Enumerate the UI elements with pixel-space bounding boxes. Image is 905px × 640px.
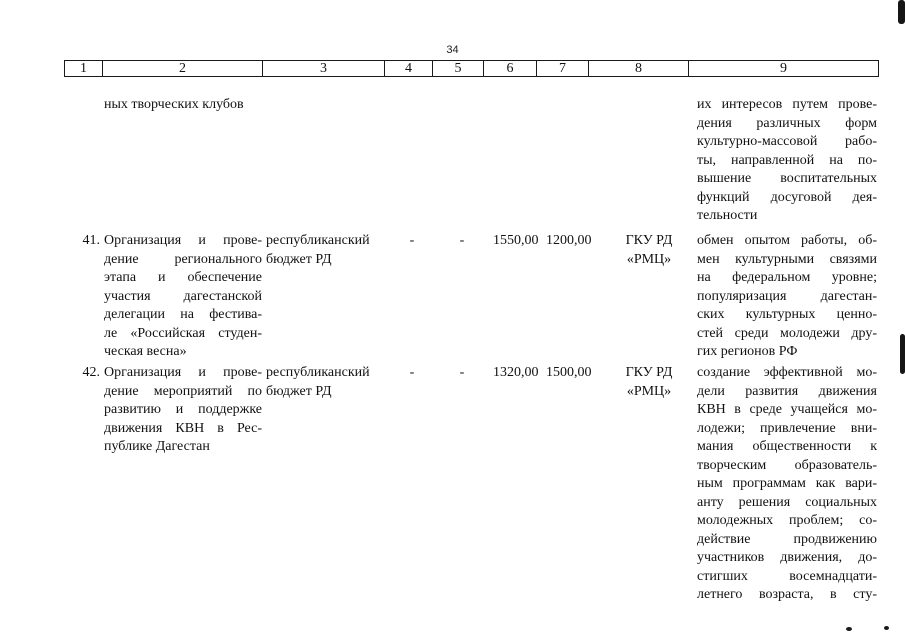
text-line: стей среди молодежи дру- — [697, 325, 877, 341]
page-number: 34 — [446, 44, 459, 56]
text-line: ГКУ РД — [625, 233, 673, 248]
year-value: - — [409, 365, 415, 380]
column-number: 5 — [433, 61, 484, 77]
text-line: дение мероприятий по — [104, 383, 262, 399]
text-line: дели развития движения — [697, 383, 877, 399]
expected-result — [697, 364, 877, 605]
text-line: КВН в среде учащейся мо- — [697, 402, 877, 417]
text-line: движения КВН в Рес- — [104, 420, 262, 436]
text-line: на федеральном уровне; — [697, 270, 877, 285]
text-line: бюджет РД — [266, 383, 332, 399]
year-value: 1500,00 — [546, 365, 592, 380]
text-line: создание эффективной мо- — [697, 365, 877, 380]
column-number: 3 — [263, 61, 385, 77]
year-value: 1200,00 — [546, 233, 592, 248]
row-number: 41. — [82, 233, 100, 248]
text-line: республиканский — [266, 233, 370, 248]
text-line: действие продвижению — [697, 531, 877, 547]
continued-event-text: ных творческих клубов — [104, 97, 244, 112]
text-line: обмен опытом работы, об- — [697, 233, 877, 248]
text-line: дение регионального — [104, 251, 262, 267]
year-value: - — [459, 365, 465, 380]
column-number: 6 — [484, 61, 537, 77]
text-line: лодежи; привлечение вни- — [697, 420, 877, 436]
text-line: ских культурных ценно- — [697, 307, 877, 322]
executor — [606, 232, 692, 269]
column-number-header — [64, 60, 879, 77]
text-line: бюджет РД — [266, 251, 332, 267]
column-number: 2 — [103, 61, 263, 77]
text-line: молодежных проблем; со- — [697, 513, 877, 528]
scan-speck — [884, 626, 889, 630]
text-line: анту решения социальных — [697, 494, 877, 510]
text-line: стигших восемнадцати- — [697, 568, 877, 584]
year-value: - — [409, 233, 415, 248]
text-line: мен культурными связями — [697, 251, 877, 267]
funding-source — [266, 364, 390, 401]
text-line: «РМЦ» — [626, 251, 672, 267]
column-number: 7 — [537, 61, 589, 77]
text-line: ческая весна» — [104, 344, 187, 359]
text-line: популяризация дагестан- — [697, 288, 877, 304]
text-line: участников движения, до- — [697, 550, 877, 565]
event-description — [104, 364, 262, 457]
text-line: «РМЦ» — [626, 383, 672, 399]
text-line: Организация и прове- — [104, 233, 262, 248]
text-line: участия дагестанской — [104, 288, 262, 304]
text-line: ГКУ РД — [625, 365, 673, 380]
text-line: гих регионов РФ — [697, 344, 798, 359]
text-line: вышение воспитательных — [697, 171, 877, 186]
text-line: ты, направленной на по- — [697, 152, 877, 168]
year-value: 1550,00 — [493, 233, 539, 248]
text-line: культурно-массовой рабо- — [697, 134, 877, 149]
text-line: мания общественности к — [697, 439, 877, 454]
expected-result — [697, 232, 877, 362]
scan-edge-mark — [898, 0, 905, 24]
year-value: 1320,00 — [493, 365, 539, 380]
text-line: тельности — [697, 208, 758, 223]
continued-result-text — [697, 96, 877, 226]
scan-edge-mark — [900, 334, 905, 374]
column-number: 1 — [65, 61, 103, 77]
column-number: 8 — [589, 61, 689, 77]
column-number: 9 — [689, 61, 879, 77]
column-number: 4 — [385, 61, 433, 77]
text-line: летнего возраста, в сту- — [697, 587, 877, 602]
text-line: дения различных форм — [697, 115, 877, 131]
scan-speck — [846, 627, 852, 631]
row-number: 42. — [82, 365, 100, 380]
year-value: - — [459, 233, 465, 248]
text-line: республиканский — [266, 365, 370, 380]
executor — [606, 364, 692, 401]
text-line: этапа и обеспечение — [104, 270, 262, 285]
event-description — [104, 232, 262, 362]
text-line: функций досуговой дея- — [697, 189, 877, 205]
text-line: Организация и прове- — [104, 365, 262, 380]
text-line: делегации на фестива- — [104, 307, 262, 322]
text-line: ле «Российская студен- — [104, 325, 262, 341]
text-line: публике Дагестан — [104, 439, 210, 454]
text-line: их интересов путем прове- — [697, 97, 877, 112]
text-line: творческим образователь- — [697, 457, 877, 473]
text-line: развитию и поддержке — [104, 402, 262, 417]
text-line: ным программам как вари- — [697, 476, 877, 491]
funding-source — [266, 232, 390, 269]
